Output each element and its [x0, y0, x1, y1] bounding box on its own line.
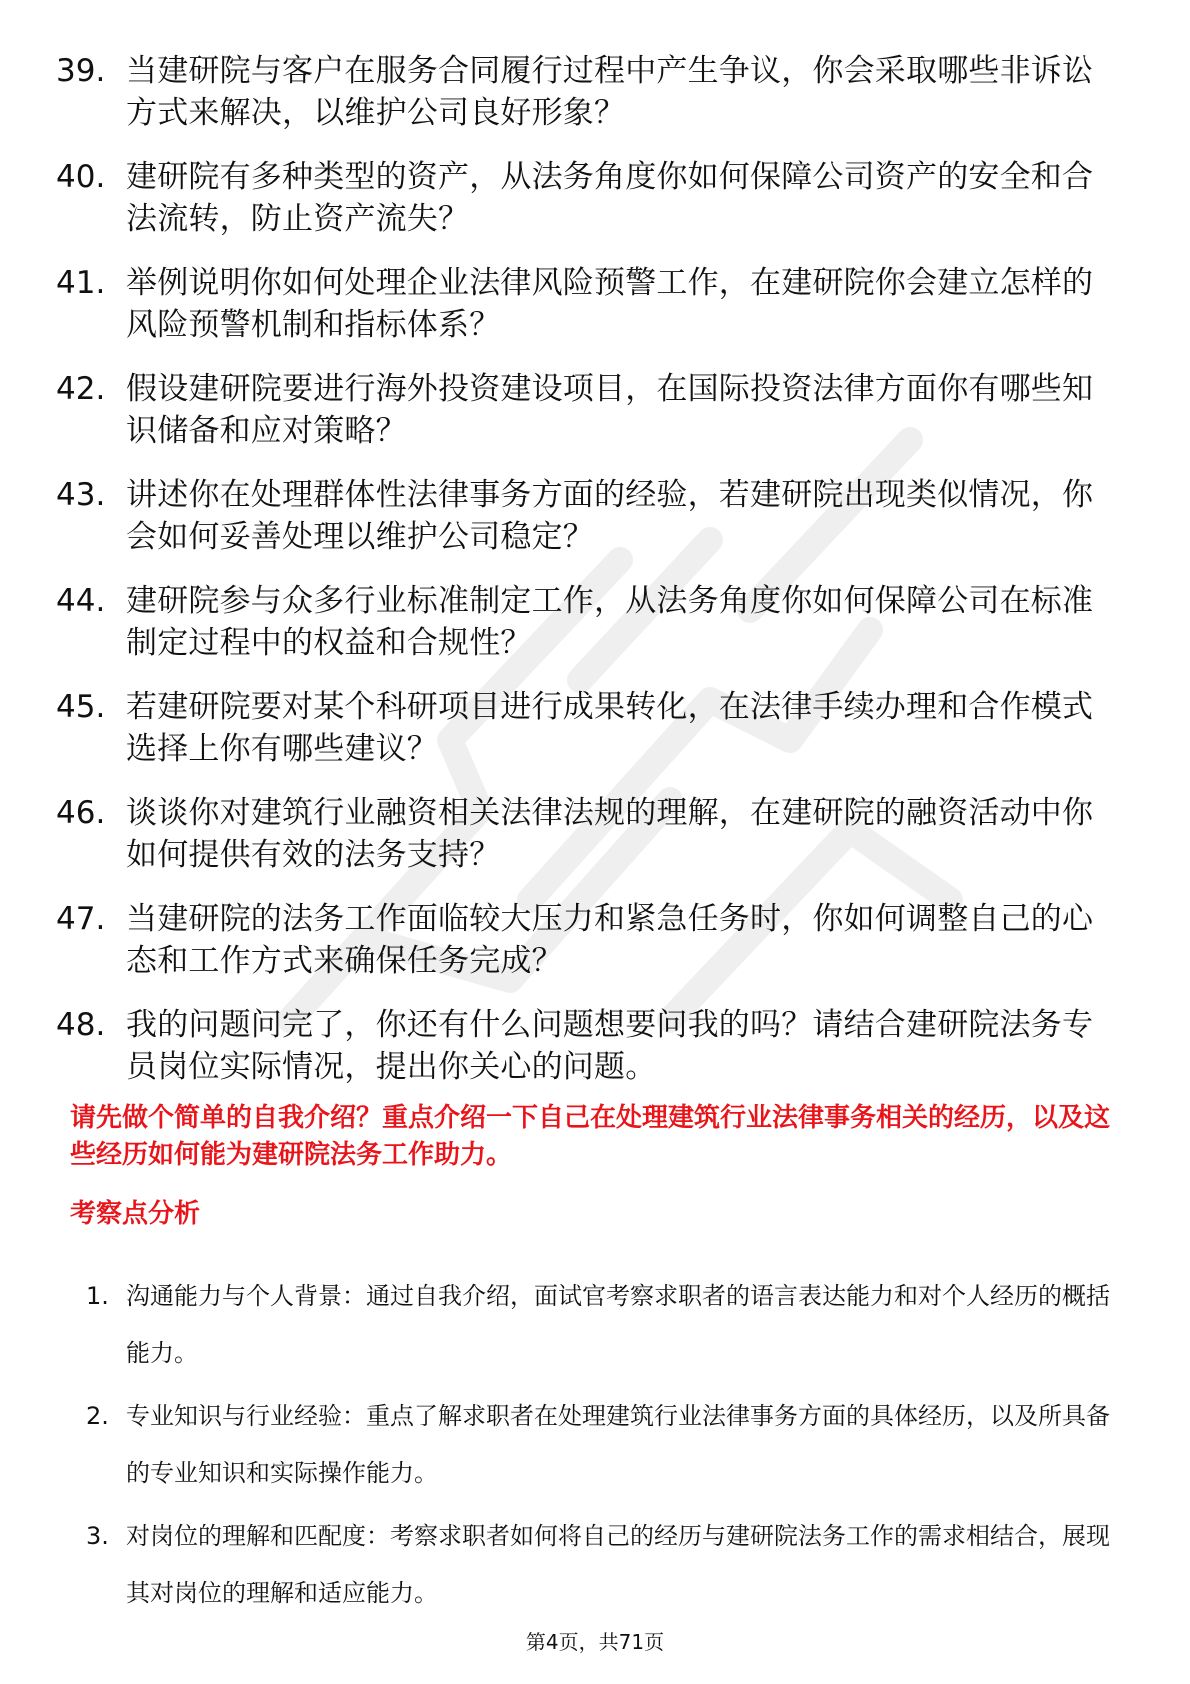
list-item — [56, 1004, 1116, 1088]
question-text: 建研院参与众多行业标准制定工作，从法务角度你如何保障公司在标准制定过程中的权益和合规性？ — [126, 583, 1094, 661]
question-text: 假设建研院要进行海外投资建设项目，在国际投资法律方面你有哪些知识储备和应对策略？ — [126, 371, 1094, 449]
list-item — [86, 1508, 1116, 1622]
list-item — [56, 580, 1116, 664]
question-number: 44. — [56, 583, 106, 619]
question-number: 42. — [56, 371, 106, 407]
question-text: 讲述你在处理群体性法律事务方面的经验，若建研院出现类似情况，你会如何妥善处理以维护公司稳定？ — [126, 477, 1094, 555]
question-text: 举例说明你如何处理企业法律风险预警工作，在建研院你会建立怎样的风险预警机制和指标体系？ — [126, 265, 1094, 343]
highlight-question: 请先做个简单的自我介绍？重点介绍一下自己在处理建筑行业法律事务相关的经历，以及这些经历如何能为建研院法务工作助力。 — [70, 1103, 1111, 1170]
page-footer: 第4页，共71页 — [525, 1630, 665, 1654]
list-item — [56, 686, 1116, 770]
analysis-text: 沟通能力与个人背景：通过自我介绍，面试官考察求职者的语言表达能力和对个人经历的概括能力。 — [126, 1282, 1110, 1367]
analysis-number: 1. — [86, 1282, 109, 1310]
question-number: 39. — [56, 53, 106, 89]
question-text: 谈谈你对建筑行业融资相关法律法规的理解，在建研院的融资活动中你如何提供有效的法务支持？ — [126, 795, 1094, 873]
question-text: 当建研院与客户在服务合同履行过程中产生争议，你会采取哪些非诉讼方式来解决，以维护公司良好形象？ — [126, 53, 1094, 131]
list-item — [56, 898, 1116, 982]
analysis-number: 2. — [86, 1402, 109, 1430]
list-item — [86, 1268, 1116, 1382]
question-number: 46. — [56, 795, 106, 831]
question-text: 我的问题问完了，你还有什么问题想要问我的吗？请结合建研院法务专员岗位实际情况，提出你关心的问题。 — [126, 1007, 1094, 1085]
list-item — [56, 262, 1116, 346]
analysis-text: 对岗位的理解和匹配度：考察求职者如何将自己的经历与建研院法务工作的需求相结合，展现其对岗位的理解和适应能力。 — [126, 1522, 1110, 1607]
question-text: 若建研院要对某个科研项目进行成果转化，在法律手续办理和合作模式选择上你有哪些建议？ — [126, 689, 1094, 767]
list-item — [56, 792, 1116, 876]
question-text: 建研院有多种类型的资产，从法务角度你如何保障公司资产的安全和合法流转，防止资产流失？ — [126, 159, 1094, 237]
analysis-text: 专业知识与行业经验：重点了解求职者在处理建筑行业法律事务方面的具体经历，以及所具备的专业知识和实际操作能力。 — [126, 1402, 1110, 1487]
list-item — [86, 1388, 1116, 1502]
question-list — [56, 50, 1116, 1110]
question-number: 40. — [56, 159, 106, 195]
analysis-number: 3. — [86, 1522, 109, 1550]
list-item — [56, 50, 1116, 134]
question-text: 当建研院的法务工作面临较大压力和紧急任务时，你如何调整自己的心态和工作方式来确保任务完成？ — [126, 901, 1094, 979]
list-item — [56, 474, 1116, 558]
question-number: 41. — [56, 265, 106, 301]
question-number: 45. — [56, 689, 106, 725]
analysis-list — [86, 1268, 1116, 1628]
list-item — [56, 368, 1116, 452]
analysis-title: 考察点分析 — [70, 1199, 201, 1229]
question-number: 43. — [56, 477, 106, 513]
question-number: 48. — [56, 1007, 106, 1043]
list-item — [56, 156, 1116, 240]
question-number: 47. — [56, 901, 106, 937]
